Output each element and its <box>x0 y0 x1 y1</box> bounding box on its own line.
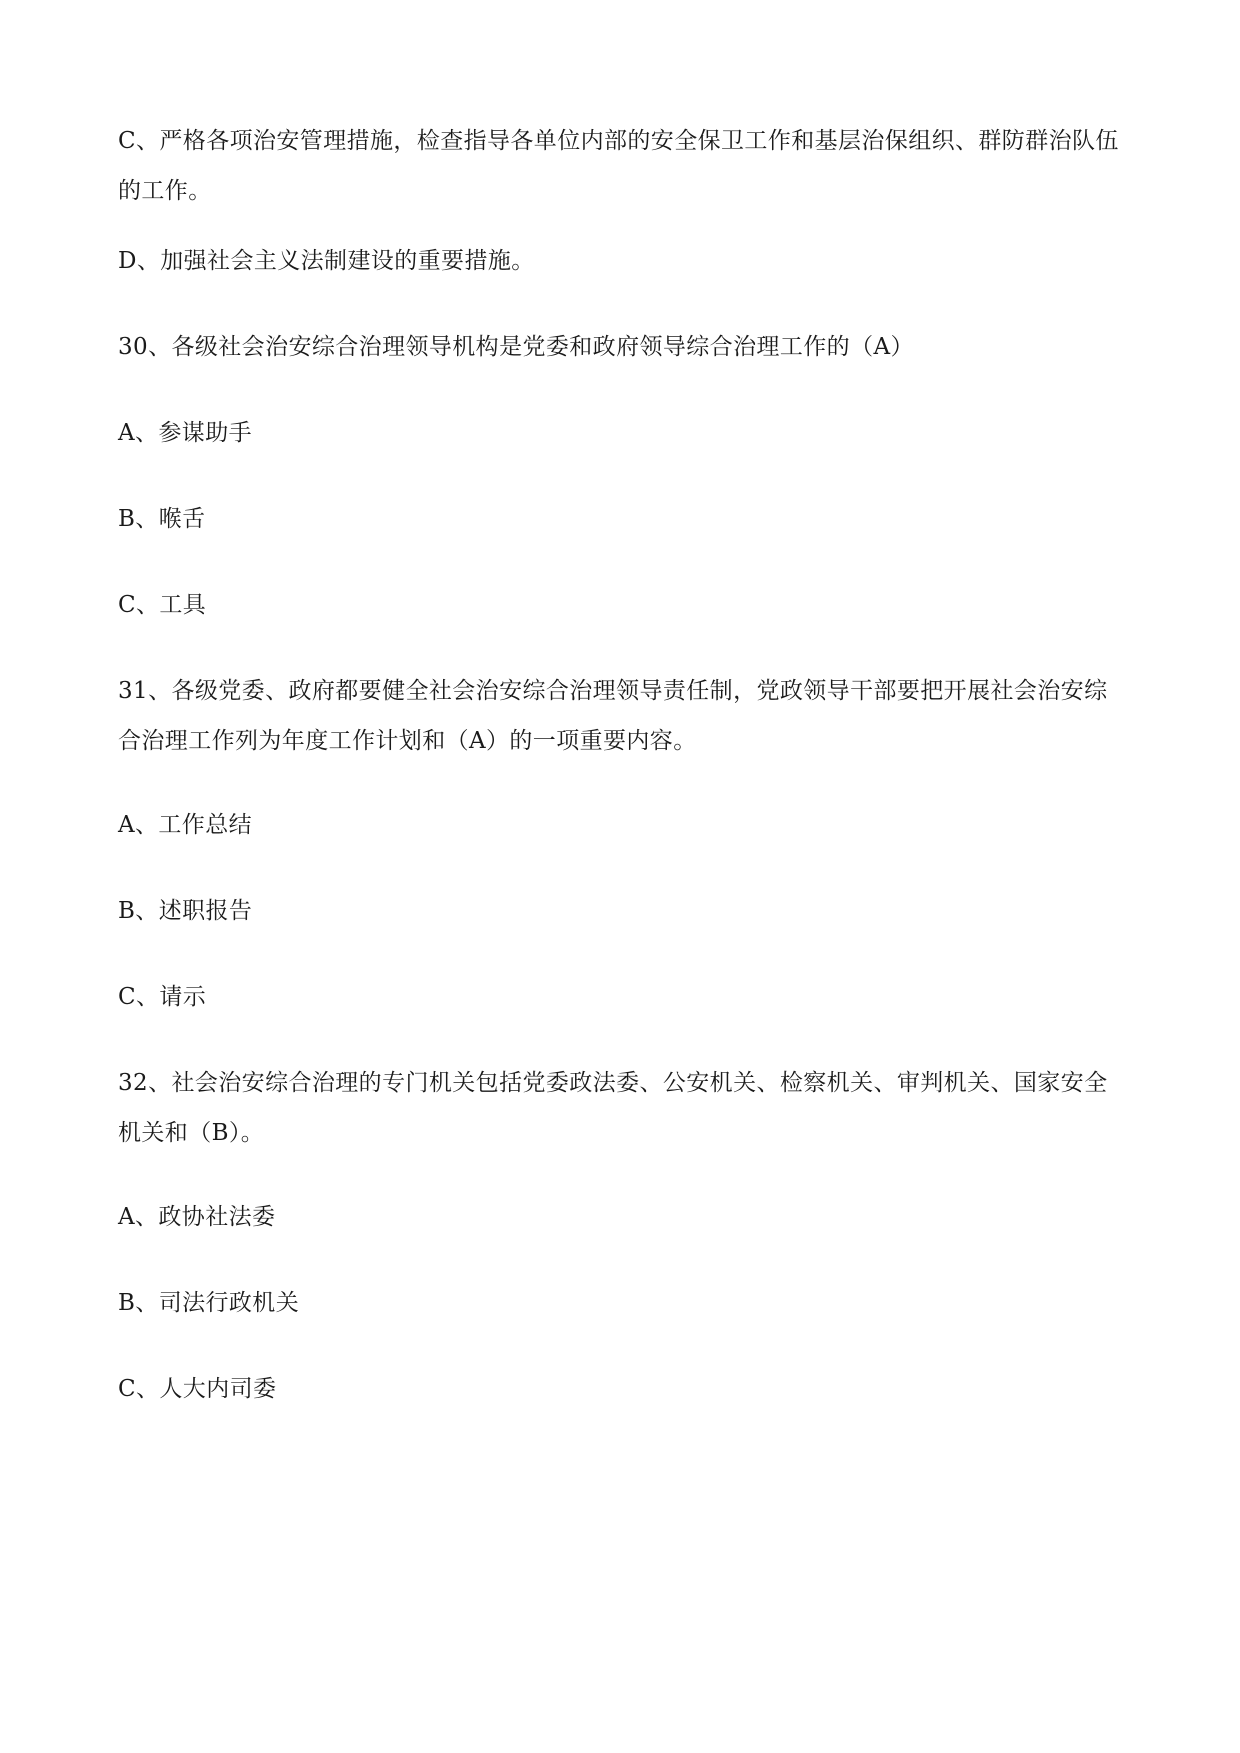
question-30: 30、各级社会治安综合治理领导机构是党委和政府领导综合治理工作的（A） <box>118 334 914 360</box>
option-c-q31: C、请示 <box>118 984 207 1010</box>
option-b-q30: B、喉舌 <box>118 506 206 532</box>
option-c-q32: C、人大内司委 <box>118 1376 277 1402</box>
question-31: 31、各级党委、政府都要健全社会治安综合治理领导责任制，党政领导干部要把开展社会治安综合治理工作列为年度工作计划和（A）的一项重要内容。 <box>118 678 1108 754</box>
option-b-q32: B、司法行政机关 <box>118 1290 300 1316</box>
option-c-q30: C、工具 <box>118 592 207 618</box>
option-a-q31: A、工作总结 <box>118 812 253 838</box>
option-b-q31: B、述职报告 <box>118 898 253 924</box>
option-a-q32: A、政协社法委 <box>118 1204 276 1230</box>
option-c-q29: C、严格各项治安管理措施，检查指导各单位内部的安全保卫工作和基层治保组织、群防群治队伍的工作。 <box>118 128 1119 204</box>
question-32: 32、社会治安综合治理的专门机关包括党委政法委、公安机关、检察机关、审判机关、国家安全机关和（B）。 <box>118 1070 1108 1146</box>
option-d-q29: D、加强社会主义法制建设的重要措施。 <box>118 248 535 274</box>
option-a-q30: A、参谋助手 <box>118 420 253 446</box>
